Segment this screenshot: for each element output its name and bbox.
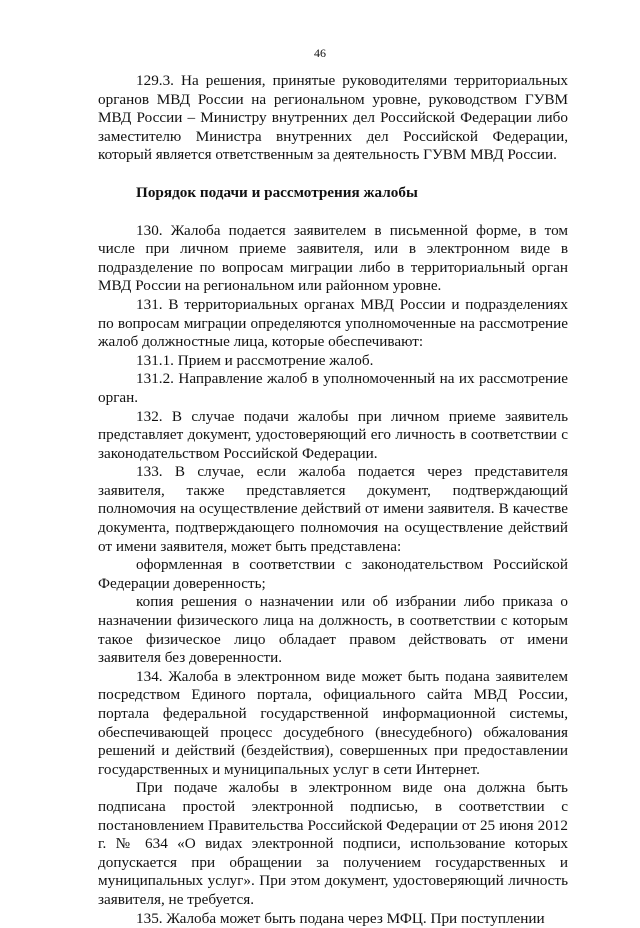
section-title: Порядок подачи и рассмотрения жалобы <box>136 183 418 201</box>
paragraph-129-3: 129.3. На решения, принятые руководителями территориальных органов МВД России на региональном уровне, руководством ГУВМ МВД России – Министру внутренних дел Российской Федерации либо заместителю Министра внутренних дел Российской Федерации, который является ответственным за деятельность ГУВМ МВД России. <box>98 72 568 164</box>
paragraph-131-1: 131.1. Прием и рассмотрение жалоб. <box>136 351 374 369</box>
paragraph-135: 135. Жалоба может быть подана через МФЦ. При поступлении <box>136 909 545 927</box>
paragraph-133-option-b: копия решения о назначении или об избрании либо приказа о назначении физического лица на должность, в соответствии с которым такое физическое лицо обладает правом действовать от имени заявителя без доверенности. <box>98 593 568 667</box>
paragraph-134: 134. Жалоба в электронном виде может быть подана заявителем посредством Единого портала, официального сайта МВД России, портала федеральной государственной информационной системы, обеспечивающей процесс досудебного (внесудебного) обжалования решений и действий (бездействия), совершенных при предоставлении государственных и муниципальных услуг в сети Интернет. <box>98 667 568 778</box>
paragraph-133-option-a: оформленная в соответствии с законодательством Российской Федерации доверенность; <box>98 556 568 592</box>
paragraph-132: 132. В случае подачи жалобы при личном приеме заявитель представляет документ, удостоверяющий его личность в соответствии с законодательством Российской Федерации. <box>98 407 568 462</box>
paragraph-130: 130. Жалоба подается заявителем в письменной форме, в том числе при личном приеме заявителя, или в электронном виде в подразделение по вопросам миграции либо в территориальный орган МВД России на региональном или районном уровне. <box>98 221 568 295</box>
paragraph-134-signature: При подаче жалобы в электронном виде она должна быть подписана простой электронной подписью, в соответствии с постановлением Правительства Российской Федерации от 25 июня 2012 г. № 634 «О видах электронной подписи, использование которых допускается при обращении за получением государственных и муниципальных услуг». При этом документ, удостоверяющий личность заявителя, не требуется. <box>98 779 568 908</box>
paragraph-131: 131. В территориальных органах МВД России и подразделениях по вопросам миграции определяются уполномоченные на рассмотрение жалоб должностные лица, которые обеспечивают: <box>98 295 568 351</box>
paragraph-131-2: 131.2. Направление жалоб в уполномоченный на их рассмотрение орган. <box>98 370 568 406</box>
page-number: 46 <box>314 46 326 60</box>
document-body <box>98 72 568 928</box>
paragraph-133: 133. В случае, если жалоба подается через представителя заявителя, также представляется документ, подтверждающий полномочия на осуществление действий от имени заявителя. В качестве документа, подтверждающего полномочия на осуществление действий от имени заявителя, может быть представлена: <box>98 463 568 555</box>
